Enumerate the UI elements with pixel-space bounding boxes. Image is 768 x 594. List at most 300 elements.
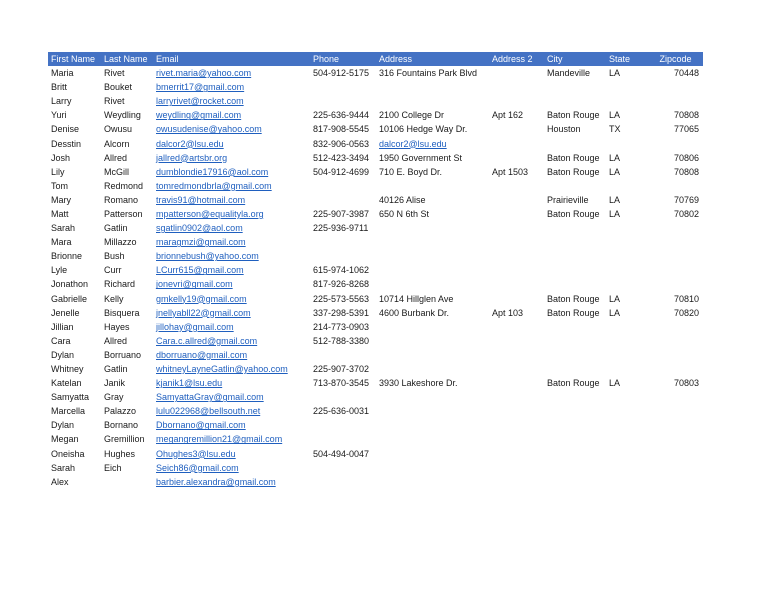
cell-first-name: Brionne	[51, 251, 83, 262]
email-link[interactable]: larryrivet@rocket.com	[156, 96, 244, 107]
cell-phone	[310, 235, 376, 249]
cell-address	[376, 404, 489, 418]
cell-phone: 225-636-9444	[313, 110, 370, 121]
cell-first-name: Mara	[51, 237, 72, 248]
cell-last-name: Owusu	[104, 124, 133, 135]
cell-zipcode	[649, 447, 703, 461]
cell-address	[376, 94, 489, 108]
cell-phone: 817-926-8268	[313, 279, 370, 290]
email-link[interactable]: dborruano@gmail.com	[156, 349, 248, 360]
table-row	[48, 179, 703, 193]
cell-zipcode: 70820	[673, 307, 699, 318]
cell-last-name: Curr	[104, 265, 122, 276]
cell-email	[153, 475, 310, 489]
table-row	[48, 151, 703, 165]
cell-email	[153, 432, 310, 446]
cell-first-name: Desstin	[51, 138, 82, 149]
cell-address: 10714 Hillglen Ave	[379, 293, 454, 304]
table-row	[48, 136, 703, 150]
cell-city	[544, 136, 606, 150]
cell-state	[606, 475, 649, 489]
email-link[interactable]: mpatterson@equalityla.org	[156, 208, 264, 219]
cell-city: Baton Rouge	[547, 166, 600, 177]
cell-last-name: Allred	[104, 335, 128, 346]
cell-email	[153, 404, 310, 418]
cell-last-name: Allred	[104, 152, 128, 163]
cell-phone: 832-906-0563	[313, 138, 370, 149]
email-link[interactable]: jallred@artsbr.org	[156, 152, 228, 163]
table-row	[48, 461, 703, 475]
cell-zipcode	[649, 432, 703, 446]
cell-address	[376, 475, 489, 489]
cell-state	[606, 80, 649, 94]
cell-address	[376, 249, 489, 263]
table-row	[48, 263, 703, 277]
cell-email	[153, 249, 310, 263]
cell-city	[544, 235, 606, 249]
cell-city	[544, 277, 606, 291]
cell-last-name: Rivet	[104, 68, 125, 79]
cell-state: LA	[609, 166, 621, 177]
cell-address	[376, 263, 489, 277]
cell-state	[606, 418, 649, 432]
cell-email	[153, 151, 310, 165]
cell-city	[544, 461, 606, 475]
table-row	[48, 475, 703, 489]
cell-last-name	[101, 475, 153, 489]
cell-address	[376, 461, 489, 475]
table-row	[48, 306, 703, 320]
cell-first-name: Lyle	[51, 265, 68, 276]
cell-state	[606, 249, 649, 263]
cell-address	[376, 320, 489, 334]
cell-last-name: Gatlin	[104, 223, 128, 234]
cell-address: 316 Fountains Park Blvd	[379, 68, 478, 79]
cell-email	[153, 418, 310, 432]
cell-state: LA	[609, 110, 621, 121]
email-link[interactable]: megangremillion21@gmail.com	[156, 434, 283, 445]
cell-first-name: Sarah	[51, 462, 76, 473]
table-row	[48, 362, 703, 376]
cell-address-2: Apt 162	[492, 110, 524, 121]
cell-phone: 504-912-5175	[313, 68, 370, 79]
cell-state	[606, 277, 649, 291]
cell-last-name: Alcorn	[104, 138, 130, 149]
cell-phone: 713-870-3545	[313, 378, 370, 389]
cell-state	[606, 221, 649, 235]
cell-state	[606, 461, 649, 475]
cell-email	[153, 108, 310, 122]
header-address-2: Address 2	[489, 52, 544, 66]
email-link[interactable]: dalcor2@lsu.edu	[379, 138, 447, 149]
cell-state	[606, 390, 649, 404]
cell-state	[606, 179, 649, 193]
cell-zipcode	[649, 362, 703, 376]
email-link[interactable]: Seich86@gmail.com	[156, 462, 239, 473]
cell-city	[544, 94, 606, 108]
table-row	[48, 376, 703, 390]
cell-address-2	[489, 136, 544, 150]
cell-state: LA	[609, 68, 621, 79]
cell-last-name: Palazzo	[104, 406, 137, 417]
cell-zipcode: 70803	[673, 378, 699, 389]
header-state: State	[606, 52, 649, 66]
cell-zipcode	[649, 461, 703, 475]
cell-city: Baton Rouge	[547, 152, 600, 163]
cell-last-name: Gremillion	[104, 434, 145, 445]
cell-first-name: Whitney	[51, 364, 84, 375]
cell-phone	[310, 432, 376, 446]
cell-email	[153, 362, 310, 376]
cell-email	[153, 207, 310, 221]
table-row	[48, 249, 703, 263]
cell-phone	[310, 94, 376, 108]
cell-last-name: Weydling	[104, 110, 141, 121]
email-link[interactable]: owusudenise@yahoo.com	[156, 124, 262, 135]
cell-zipcode: 70808	[673, 110, 699, 121]
cell-address-2	[489, 461, 544, 475]
cell-email	[153, 221, 310, 235]
table-row	[48, 221, 703, 235]
cell-first-name: Lily	[51, 166, 65, 177]
table-row	[48, 165, 703, 179]
cell-email	[153, 320, 310, 334]
cell-address	[376, 390, 489, 404]
cell-state	[606, 404, 649, 418]
cell-zipcode	[649, 179, 703, 193]
email-link[interactable]: jillohay@gmail.com	[156, 321, 234, 332]
email-link[interactable]: dalcor2@lsu.edu	[156, 138, 224, 149]
cell-zipcode	[649, 277, 703, 291]
cell-state: LA	[609, 208, 621, 219]
cell-last-name: Redmond	[104, 180, 144, 191]
cell-phone: 225-573-5563	[313, 293, 370, 304]
cell-city: Houston	[547, 124, 581, 135]
cell-zipcode: 70802	[673, 208, 699, 219]
cell-first-name: Yuri	[51, 110, 67, 121]
cell-email	[153, 263, 310, 277]
cell-address	[376, 136, 489, 150]
cell-state: LA	[609, 293, 621, 304]
cell-address-2	[489, 193, 544, 207]
cell-address-2	[489, 80, 544, 94]
table-row	[48, 320, 703, 334]
cell-address	[376, 80, 489, 94]
cell-address	[376, 418, 489, 432]
table-row	[48, 122, 703, 136]
cell-address-2	[489, 432, 544, 446]
cell-state	[606, 432, 649, 446]
cell-address	[376, 447, 489, 461]
cell-first-name: Jenelle	[51, 307, 80, 318]
cell-address: 40126 Alise	[379, 194, 426, 205]
cell-state	[606, 320, 649, 334]
header-zipcode: Zipcode	[649, 52, 703, 66]
cell-zipcode	[649, 475, 703, 489]
cell-first-name: Tom	[51, 180, 69, 191]
cell-first-name: Dylan	[51, 420, 75, 431]
table-row	[48, 193, 703, 207]
cell-address-2	[489, 94, 544, 108]
cell-email	[153, 179, 310, 193]
cell-phone	[310, 179, 376, 193]
cell-state	[606, 348, 649, 362]
cell-address-2: Apt 103	[492, 307, 524, 318]
cell-last-name: McGill	[104, 166, 129, 177]
cell-first-name: Gabrielle	[51, 293, 88, 304]
cell-state: LA	[609, 152, 621, 163]
cell-address-2	[489, 348, 544, 362]
cell-state: LA	[609, 307, 621, 318]
cell-last-name: Janik	[104, 378, 126, 389]
cell-state	[606, 94, 649, 108]
cell-zipcode	[649, 221, 703, 235]
email-link[interactable]: barbier.alexandra@gmail.com	[156, 476, 276, 487]
email-link[interactable]: dumblondie17916@aol.com	[156, 166, 269, 177]
cell-last-name: Patterson	[104, 208, 143, 219]
cell-zipcode	[649, 334, 703, 348]
cell-city	[544, 475, 606, 489]
email-link[interactable]: maragmzi@gmail.com	[156, 237, 246, 248]
cell-email	[153, 277, 310, 291]
cell-zipcode	[649, 320, 703, 334]
header-email: Email	[153, 52, 310, 66]
cell-state: LA	[609, 194, 621, 205]
cell-phone: 225-907-3987	[313, 208, 370, 219]
cell-email	[153, 292, 310, 306]
cell-address-2	[489, 235, 544, 249]
cell-last-name: Hayes	[104, 321, 130, 332]
table-row	[48, 390, 703, 404]
cell-state	[606, 362, 649, 376]
cell-state	[606, 334, 649, 348]
cell-address: 4600 Burbank Dr.	[379, 307, 450, 318]
cell-city: Mandeville	[547, 68, 591, 79]
cell-address-2	[489, 334, 544, 348]
cell-email	[153, 306, 310, 320]
cell-email	[153, 165, 310, 179]
email-link[interactable]: bmerrit17@gmail.com	[156, 82, 245, 93]
cell-zipcode	[649, 136, 703, 150]
cell-address-2	[489, 320, 544, 334]
cell-zipcode	[649, 418, 703, 432]
cell-phone	[310, 475, 376, 489]
table-row	[48, 334, 703, 348]
table-row	[48, 80, 703, 94]
cell-phone: 512-788-3380	[313, 335, 370, 346]
table-row	[48, 432, 703, 446]
cell-address: 710 E. Boyd Dr.	[379, 166, 443, 177]
cell-address-2	[489, 362, 544, 376]
email-link[interactable]: Cara.c.allred@gmail.com	[156, 335, 258, 346]
contacts-table	[48, 52, 703, 489]
cell-address-2	[489, 292, 544, 306]
cell-state: TX	[609, 124, 621, 135]
cell-phone	[310, 80, 376, 94]
cell-address-2	[489, 122, 544, 136]
cell-city	[544, 249, 606, 263]
cell-city	[544, 320, 606, 334]
cell-email	[153, 376, 310, 390]
email-link[interactable]: SamyattaGray@gmail.com	[156, 392, 264, 403]
email-link[interactable]: rivet.maria@yahoo.com	[156, 68, 252, 79]
cell-address-2	[489, 404, 544, 418]
cell-city	[544, 348, 606, 362]
cell-email	[153, 447, 310, 461]
cell-phone: 337-298-5391	[313, 307, 370, 318]
cell-last-name: Eich	[104, 462, 122, 473]
table-row	[48, 94, 703, 108]
cell-last-name: Richard	[104, 279, 136, 290]
cell-first-name: Jillian	[51, 321, 74, 332]
email-link[interactable]: LCurr615@gmail.com	[156, 265, 244, 276]
cell-state: LA	[609, 378, 621, 389]
cell-zipcode: 77065	[673, 124, 699, 135]
email-link[interactable]: brionnebush@yahoo.com	[156, 251, 259, 262]
cell-first-name: Matt	[51, 208, 69, 219]
cell-email	[153, 80, 310, 94]
cell-first-name: Samyatta	[51, 392, 90, 403]
cell-state	[606, 263, 649, 277]
cell-first-name: Alex	[51, 476, 69, 487]
cell-zipcode: 70769	[673, 194, 699, 205]
email-link[interactable]: jonevri@gmail.com	[156, 279, 233, 290]
cell-city	[544, 221, 606, 235]
cell-state	[606, 447, 649, 461]
table-row	[48, 404, 703, 418]
cell-phone	[310, 418, 376, 432]
cell-first-name: Katelan	[51, 378, 82, 389]
cell-address-2	[489, 376, 544, 390]
table-row	[48, 418, 703, 432]
cell-first-name: Maria	[51, 68, 74, 79]
cell-zipcode: 70448	[673, 68, 699, 79]
cell-zipcode	[649, 263, 703, 277]
cell-address	[376, 348, 489, 362]
cell-address: 2100 College Dr	[379, 110, 445, 121]
cell-last-name: Kelly	[104, 293, 124, 304]
cell-address-2: Apt 1503	[492, 166, 529, 177]
cell-last-name: Bornano	[104, 420, 139, 431]
email-link[interactable]: lulu022968@bellsouth.net	[156, 406, 261, 417]
cell-address-2	[489, 447, 544, 461]
cell-zipcode	[649, 249, 703, 263]
header-city: City	[544, 52, 606, 66]
cell-zipcode	[649, 235, 703, 249]
cell-city	[544, 432, 606, 446]
cell-first-name: Dylan	[51, 349, 75, 360]
cell-first-name: Megan	[51, 434, 79, 445]
cell-address-2	[489, 249, 544, 263]
cell-first-name: Britt	[51, 82, 68, 93]
cell-last-name: Bouket	[104, 82, 133, 93]
cell-phone	[310, 390, 376, 404]
cell-last-name: Gray	[104, 392, 124, 403]
header-phone: Phone	[310, 52, 376, 66]
cell-last-name: Borruano	[104, 349, 142, 360]
cell-last-name: Bisquera	[104, 307, 140, 318]
cell-phone	[310, 461, 376, 475]
cell-address	[376, 277, 489, 291]
cell-city: Prairieville	[547, 194, 589, 205]
email-link[interactable]: jnellyabll22@gmail.com	[156, 307, 251, 318]
cell-address-2	[489, 390, 544, 404]
cell-phone: 225-636-0031	[313, 406, 370, 417]
table-row	[48, 447, 703, 461]
cell-zipcode: 70808	[673, 166, 699, 177]
cell-address-2	[489, 221, 544, 235]
cell-city	[544, 362, 606, 376]
header-address: Address	[376, 52, 489, 66]
cell-last-name: Romano	[104, 194, 139, 205]
email-link[interactable]: kjanik1@lsu.edu	[156, 378, 223, 389]
cell-email	[153, 122, 310, 136]
cell-city: Baton Rouge	[547, 110, 600, 121]
cell-state	[606, 235, 649, 249]
cell-city	[544, 447, 606, 461]
cell-city	[544, 334, 606, 348]
cell-city	[544, 179, 606, 193]
cell-zipcode	[649, 94, 703, 108]
cell-city	[544, 418, 606, 432]
cell-email	[153, 94, 310, 108]
cell-address: 1950 Government St	[379, 152, 463, 163]
cell-address-2	[489, 151, 544, 165]
cell-last-name: Gatlin	[104, 364, 128, 375]
email-link[interactable]: weydling@gmail.com	[156, 110, 242, 121]
email-link[interactable]: Ohughes3@lsu.edu	[156, 448, 236, 459]
cell-first-name: Marcella	[51, 406, 86, 417]
cell-address-2	[489, 66, 544, 80]
cell-first-name: Jonathon	[51, 279, 89, 290]
email-link[interactable]: travis91@hotmail.com	[156, 194, 246, 205]
cell-city	[544, 404, 606, 418]
email-link[interactable]: sgatlin0902@aol.com	[156, 223, 243, 234]
cell-first-name: Larry	[51, 96, 72, 107]
email-link[interactable]: Dbornano@gmail.com	[156, 420, 246, 431]
table-row	[48, 277, 703, 291]
email-link[interactable]: whitneyLayneGatlin@yahoo.com	[156, 364, 288, 375]
cell-zipcode: 70806	[673, 152, 699, 163]
table-row	[48, 235, 703, 249]
email-link[interactable]: tomredmondbrla@gmail.com	[156, 180, 272, 191]
cell-state	[606, 136, 649, 150]
cell-phone: 225-907-3702	[313, 364, 370, 375]
cell-address-2	[489, 179, 544, 193]
cell-first-name: Sarah	[51, 223, 76, 234]
cell-email	[153, 390, 310, 404]
table-row	[48, 207, 703, 221]
cell-phone	[310, 193, 376, 207]
header-last-name: Last Name	[101, 52, 153, 66]
email-link[interactable]: gmkelly19@gmail.com	[156, 293, 247, 304]
cell-address: 3930 Lakeshore Dr.	[379, 378, 458, 389]
cell-email	[153, 348, 310, 362]
cell-city: Baton Rouge	[547, 378, 600, 389]
cell-last-name: Rivet	[104, 96, 125, 107]
cell-address	[376, 362, 489, 376]
cell-address-2	[489, 475, 544, 489]
cell-address	[376, 235, 489, 249]
cell-phone: 225-936-9711	[313, 223, 369, 234]
cell-city: Baton Rouge	[547, 293, 600, 304]
cell-first-name: Josh	[51, 152, 71, 163]
cell-email	[153, 334, 310, 348]
table-row	[48, 292, 703, 306]
cell-city	[544, 263, 606, 277]
cell-address	[376, 179, 489, 193]
cell-address	[376, 334, 489, 348]
